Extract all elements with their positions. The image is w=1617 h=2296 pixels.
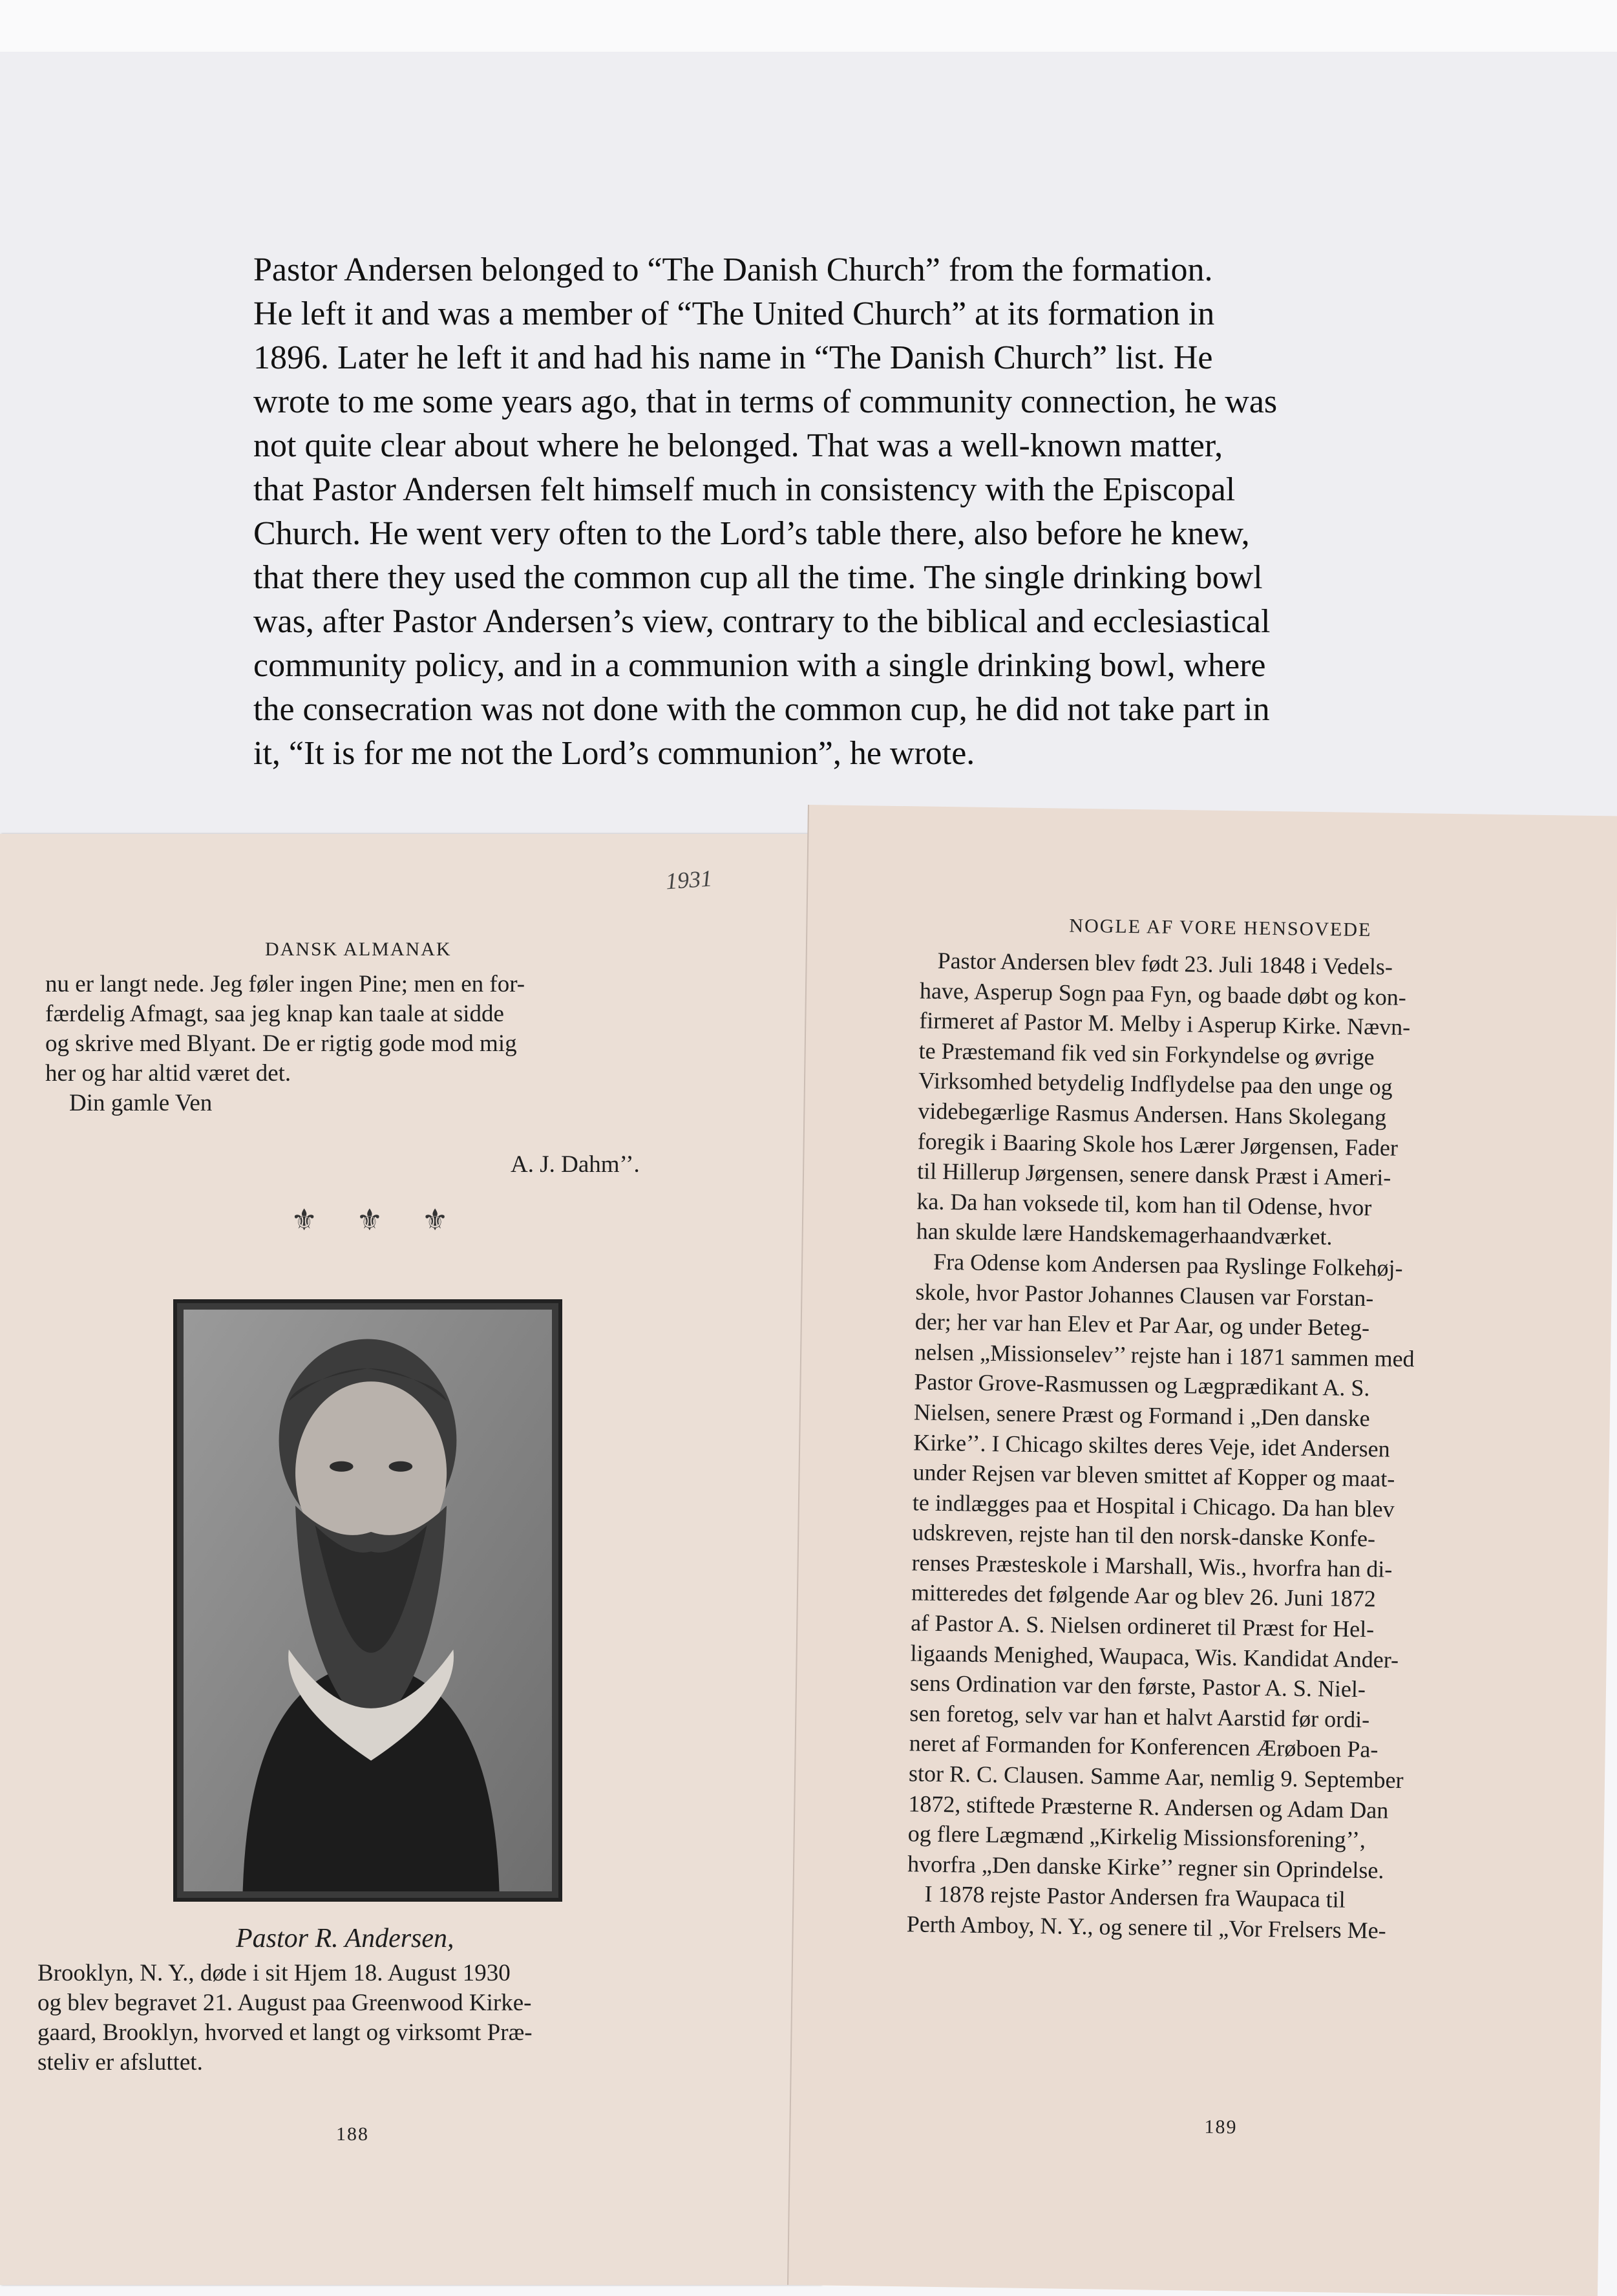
- text-line: I 1878 rejste Pastor Andersen fra Waupaca til: [907, 1880, 1346, 1913]
- text-line: Nielsen, senere Præst og Formand i „Den danske: [913, 1399, 1370, 1432]
- text-line: og skrive med Blyant. De er rigtig gode mod mig: [45, 1030, 517, 1057]
- text-line: udskreven, rejste han til den norsk-danske Konfe-: [912, 1519, 1376, 1552]
- translation-line: that Pastor Andersen felt himself much in consistency with the Episcopal: [253, 471, 1236, 508]
- text-line: mitteredes det følgende Aar og blev 26. Juni 1872: [911, 1579, 1377, 1612]
- text-line: gaard, Brooklyn, hvorved et langt og virksomt Præ-: [37, 2019, 533, 2046]
- text-line: sen foretog, selv var han et halvt Aarstid før ordi-: [909, 1700, 1370, 1733]
- text-line: under Rejsen var bleven smittet af Kopper og maat-: [913, 1459, 1395, 1492]
- page-number: 189: [1204, 2116, 1238, 2138]
- text-line: her og har altid været det.: [45, 1060, 291, 1087]
- text-line: og blev begravet 21. August paa Greenwood Kirke-: [37, 1990, 532, 2016]
- text-line: færdelig Afmagt, saa jeg knap kan taale at sidde: [45, 1001, 504, 1027]
- page-number: 188: [336, 2123, 369, 2145]
- text-line: Kirke’’. I Chicago skiltes deres Veje, idet Andersen: [913, 1429, 1390, 1462]
- text-line: af Pastor A. S. Nielsen ordineret til Præst for Hel-: [911, 1610, 1375, 1642]
- text-line: Fra Odense kom Andersen paa Ryslinge Folkehøj-: [915, 1248, 1403, 1281]
- translation-line: was, after Pastor Andersen’s view, contrary to the biblical and ecclesiastical: [253, 603, 1271, 640]
- letter-text: [45, 970, 525, 1118]
- text-line: Brooklyn, N. Y., døde i sit Hjem 18. August 1930: [37, 1960, 511, 1986]
- text-line: og flere Lægmænd „Kirkelig Missionsforening’’,: [907, 1820, 1366, 1853]
- text-line: te Præstemand fik ved sin Forkyndelse og øvrige: [918, 1037, 1375, 1070]
- text-line: sens Ordination var den første, Pastor A. S. Niel-: [909, 1670, 1366, 1703]
- translation-line: not quite clear about where he belonged. That was a well-known matter,: [253, 427, 1223, 464]
- signature: A. J. Dahm’’.: [511, 1151, 640, 1178]
- text-line: Pastor Grove-Rasmussen og Lægprædikant A. S.: [914, 1368, 1370, 1401]
- translation-text: [253, 248, 1436, 776]
- portrait-photo: [173, 1299, 562, 1902]
- text-line: han skulde lære Handskemagerhaandværket.: [916, 1218, 1333, 1250]
- text-line: firmeret af Pastor M. Melby i Asperup Kirke. Nævn-: [919, 1007, 1411, 1041]
- text-line: ka. Da han voksede til, kom han til Odense, hvor: [916, 1188, 1372, 1220]
- text-line: have, Asperup Sogn paa Fyn, og baade døbt og kon-: [919, 977, 1407, 1010]
- translation-line: community policy, and in a communion with a single drinking bowl, where: [253, 647, 1266, 684]
- text-line: neret af Formanden for Konferencen Ærøboen Pa-: [909, 1730, 1379, 1763]
- almanac-page-189: [787, 805, 1617, 2296]
- page-header: DANSK ALMANAK: [265, 939, 452, 960]
- text-line: Perth Amboy, N. Y., og senere til „Vor Frelsers Me-: [906, 1911, 1386, 1944]
- translation-line: the consecration was not done with the common cup, he did not take part in: [253, 691, 1270, 728]
- portrait-image: [184, 1310, 552, 1891]
- translation-line: Pastor Andersen belonged to “The Danish Church” from the formation.: [253, 251, 1213, 288]
- translation-line: He left it and was a member of “The United Church” at its formation in: [253, 295, 1215, 332]
- scan-top-edge: [0, 0, 1617, 53]
- text-line: steliv er afsluttet.: [37, 2049, 203, 2076]
- caption-text: [37, 1959, 533, 2078]
- text-line: Pastor Andersen blev født 23. Juli 1848 i Vedels-: [920, 947, 1393, 980]
- text-line: nu er langt nede. Jeg føler ingen Pine; men en for-: [45, 971, 525, 997]
- text-line: foregik i Baaring Skole hos Lærer Jørgensen, Fader: [917, 1127, 1399, 1161]
- text-line: der; her var han Elev et Par Aar, og under Beteg-: [914, 1308, 1370, 1341]
- text-line: renses Præsteskole i Marshall, Wis., hvorfra han di-: [911, 1549, 1393, 1582]
- translation-line: it, “It is for me not the Lord’s communion”, he wrote.: [253, 735, 975, 772]
- almanac-page-188: [0, 834, 821, 2285]
- translation-line: 1896. Later he left it and had his name in “The Danish Church” list. He: [253, 339, 1213, 376]
- translation-line: that there they used the common cup all the time. The single drinking bowl: [253, 559, 1263, 596]
- text-line: ligaands Menighed, Waupaca, Wis. Kandidat Ander-: [910, 1640, 1399, 1673]
- obituary-text: [907, 945, 1421, 1946]
- text-line: Virksomhed betydelig Indflydelse paa den unge og: [918, 1067, 1393, 1101]
- page-header: NOGLE AF VORE HENSOVEDE: [1069, 915, 1372, 941]
- handwritten-year: 1931: [664, 865, 713, 895]
- portrait-caption: Pastor R. Andersen,: [236, 1924, 454, 1953]
- text-line: nelsen „Missionselev’’ rejste han i 1871 sammen med: [914, 1339, 1415, 1372]
- text-line: videbegærlige Rasmus Andersen. Hans Skolegang: [918, 1098, 1387, 1131]
- text-line: Din gamle Ven: [45, 1090, 213, 1116]
- text-line: te indlægges paa et Hospital i Chicago. Da han blev: [912, 1489, 1395, 1522]
- fleur-de-lis-ornaments: ⚜⚜⚜: [291, 1204, 487, 1237]
- text-line: 1872, stiftede Præsterne R. Andersen og Adam Dan: [908, 1790, 1389, 1823]
- text-line: til Hillerup Jørgensen, senere dansk Præst i Ameri-: [916, 1158, 1391, 1191]
- text-line: stor R. C. Clausen. Samme Aar, nemlig 9. September: [908, 1760, 1404, 1794]
- translation-line: Church. He went very often to the Lord’s table there, also before he knew,: [253, 515, 1250, 552]
- text-line: hvorfra „Den danske Kirke’’ regner sin Oprindelse.: [907, 1851, 1384, 1884]
- translation-line: wrote to me some years ago, that in terms of community connection, he was: [253, 383, 1278, 420]
- text-line: skole, hvor Pastor Johannes Clausen var Forstan-: [915, 1278, 1374, 1311]
